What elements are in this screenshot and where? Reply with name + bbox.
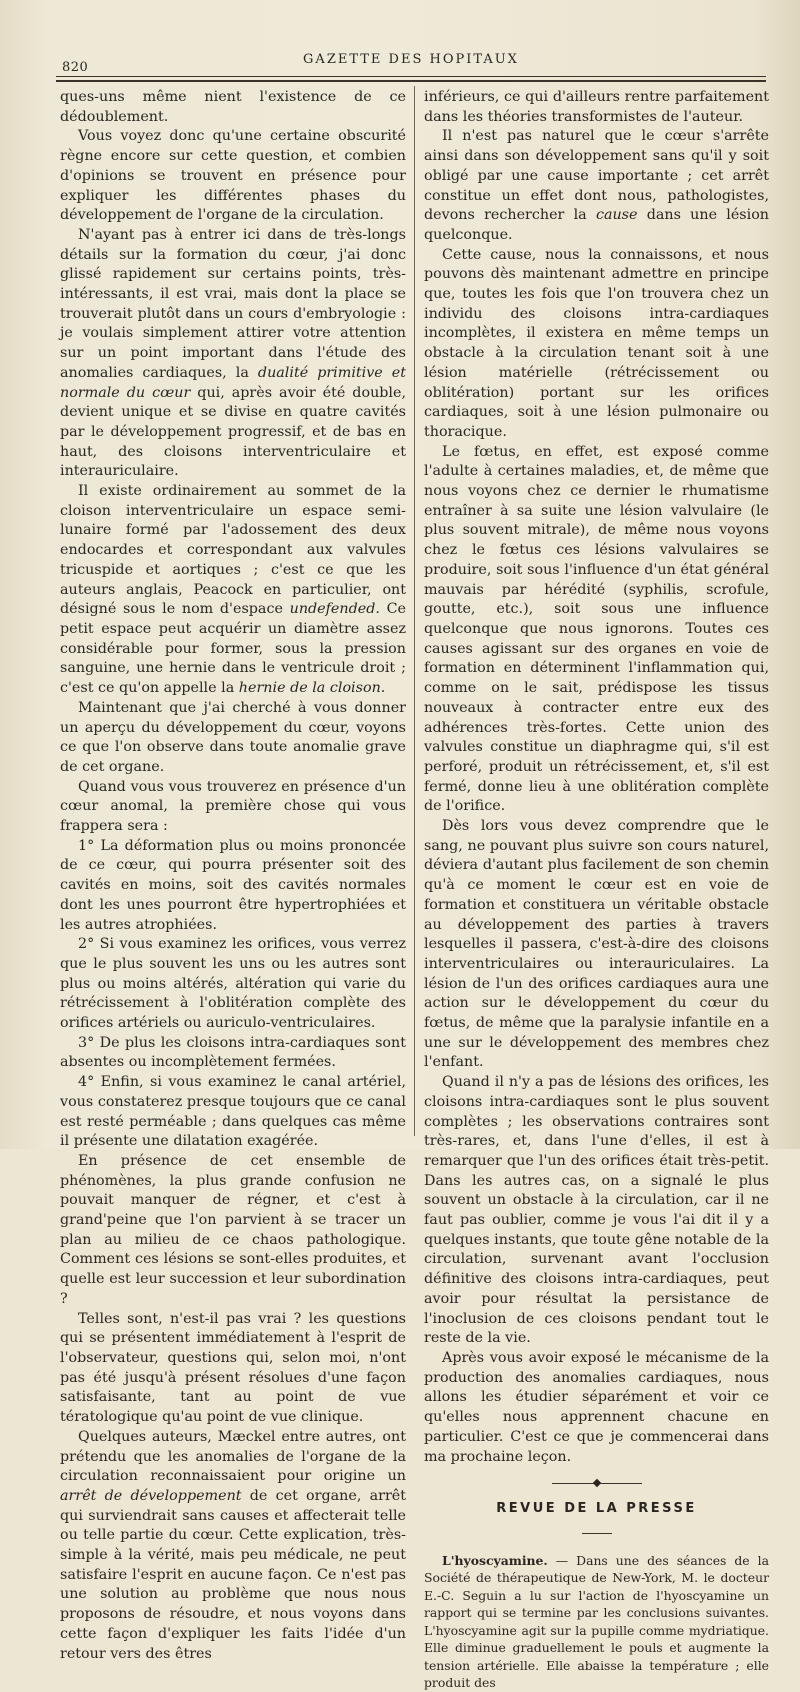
header-rule-thin bbox=[56, 76, 766, 77]
left-column bbox=[60, 88, 406, 1664]
ornamental-separator bbox=[552, 1481, 642, 1487]
text-run: de cet organe, arrêt qui surviendrait sans causes et affecterait telle ou telle partie du cœur. Cette explication, très-simple à la vérité, mais peu médicale, ne peut satisfaire l'esprit en aucune façon. Ce n'est pas une solution au problème que nous nous proposons de résoudre, et nous voyons dans cette façon d'expliquer les faits l'idée d'un retour vers des êtres bbox=[60, 1487, 406, 1662]
text-run: dans une lésion quelconque. bbox=[424, 207, 770, 243]
paragraph: En présence de cet ensemble de phénomènes, la plus grande confusion ne pouvait manquer de régner, et c'est à grand'peine que l'on parvient à se tracer un plan au milieu de ce chaos pathologique. Comment ces lésions se sont-elles produites, et quelle est leur succession et leur subordination ? bbox=[60, 1152, 406, 1307]
paragraph: Maintenant que j'ai cherché à vous donner un aperçu du développement du cœur, voyons ce que l'on observe dans toute anomalie grave de cet organe. bbox=[60, 699, 406, 775]
column-separator bbox=[414, 86, 415, 1136]
paragraph: Telles sont, n'est-il pas vrai ? les questions qui se présentent immédiatement à l'esprit de l'observateur, questions qui, selon moi, n'ont pas été jusqu'à présent résolues d'une façon satisfaisante, tant au point de vue tératologique qu'au point de vue clinique. bbox=[60, 1310, 406, 1426]
page-number: 820 bbox=[62, 60, 89, 75]
paragraph: inférieurs, ce qui d'ailleurs rentre parfaitement dans les théories transformistes de l'auteur. bbox=[424, 89, 769, 125]
section-title: REVUE DE LA PRESSE bbox=[496, 1501, 697, 1517]
paragraph: Le fœtus, en effet, est exposé comme l'adulte à certaines maladies, et, de même que nous voyons chez ce dernier le rhumatisme entraîner à sa suite une lésion valvulaire (le plus souvent mitrale), de même nous voyons chez le fœtus ces lésions valvulaires se produire, soit sous l'influence d'un état général mauvais par hérédité (syphilis, scrofule, goutte, etc.), soit sous une influence quelconque que nous ignorons. Toutes ces causes agissant sur des organes en voie de formation en déterminent l'inflammation qui, comme on le sait, prédispose les tissus nouveaux à contracter entre eux des adhérences très-fortes. Cette union des valvules constitue un diaphragme qui, s'il est perforé, produit un rétrécissement, et, s'il est fermé, donne lieu à une oblitération complète de l'orifice. bbox=[424, 443, 769, 815]
italic-term: arrêt de développement bbox=[60, 1487, 242, 1504]
paragraph: Quand il n'y a pas de lésions des orifices, les cloisons intra-cardiaques sont le plus souvent complètes ; les observations contraires sont très-rares, et, dans l'une d'elles, il est à remarquer que l'un des orifices était très-petit. Dans les autres cas, on a signalé le plus souvent un obstacle à la circulation, car il ne faut pas oublier, comme je vous l'ai dit il y a quelques instants, que toute gêne notable de la circulation, survenant avant l'occlusion définitive des cloisons intra-cardiaques, peut avoir pour résultat la persistance de l'inoclusion de ces cloisons pendant tout le reste de la vie. bbox=[424, 1074, 769, 1347]
header-rule-thick bbox=[56, 80, 766, 82]
italic-term: hernie de la cloison. bbox=[238, 680, 386, 697]
list-paragraph: 4° Enfin, si vous examinez le canal artériel, vous constaterez presque toujours que ce canal est resté perméable ; dans quelques cas même il présente une dilatation exagérée. bbox=[60, 1074, 406, 1150]
paragraph bbox=[424, 127, 769, 245]
paragraph: Vous voyez donc qu'une certaine obscurité règne encore sur cette question, et combien d'opinions se trouvent en présence pour expliquer les différentes phases du développement de l'organe de la circulation. bbox=[60, 128, 406, 224]
journal-title: GAZETTE DES HOPITAUX bbox=[303, 52, 519, 67]
diamond-ornament-icon bbox=[592, 1479, 600, 1487]
text-run: Quelques auteurs, Mæckel entre autres, ont prétendu que les anomalies de l'organe de la circulation reconnaissaient pour origine un bbox=[60, 1428, 406, 1485]
text-run: N'ayant pas à entrer ici dans de très-longs détails sur la formation du cœur, j'ai donc glissé rapidement sur certains points, très-intéressants, il est vrai, mais dont la place se trouverait plutôt dans un cours d'embryologie : je voulais simplement attirer votre attention sur un point important dans l'étude des anomalies cardiaques, la bbox=[60, 226, 406, 381]
paragraph bbox=[60, 1428, 406, 1664]
page-header bbox=[56, 44, 766, 74]
press-item-title: L'hyoscyamine. bbox=[442, 1552, 548, 1568]
text-run: Il existe ordinairement au sommet de la cloison interventriculaire un espace semi-lunaire formé par l'adossement des deux endocardes et correspondant aux valvules tricuspide et aortiques ; c'est ce que les auteurs anglais, Peacock en particulier, ont désigné sous le nom d'espace bbox=[60, 483, 406, 618]
paragraph: ques-uns même nient l'existence de ce dédoublement. bbox=[60, 89, 406, 125]
right-column bbox=[424, 88, 769, 1692]
paragraph bbox=[60, 482, 406, 699]
press-item bbox=[424, 1552, 769, 1692]
italic-term: cause bbox=[595, 207, 638, 224]
press-item-text: — Dans une des séances de la Société de thérapeutique de New-York, M. le docteur E.-C. Seguin a lu sur l'action de l'hyoscyamine un rapport qui se termine par les conclusions suivantes. L'hyoscyamine agit sur la pupille comme mydriatique. Elle diminue graduellement le pouls et augmente la tension artérielle. Elle abaisse la température ; elle produit des bbox=[424, 1552, 769, 1691]
italic-term: undefended. bbox=[289, 601, 380, 618]
paragraph: Quand vous vous trouverez en présence d'un cœur anomal, la première chose qui vous frappera sera : bbox=[60, 778, 406, 835]
paragraph: Cette cause, nous la connaissons, et nous pouvons dès maintenant admettre en principe que, toutes les fois que l'on trouvera chez un individu des cloisons intra-cardiaques incomplètes, il existera en même temps un obstacle à la circulation tenant soit à une lésion matérielle (rétrécissement ou oblitération) portant sur les orifices cardiaques, soit à une lésion pulmonaire ou thoracique. bbox=[424, 246, 769, 440]
text-run: Ce petit espace peut acquérir un diamètre assez considérable pour former, sous la pression sanguine, une hernie dans le ventricule droit ; c'est ce qu'on appelle la bbox=[60, 601, 406, 697]
list-paragraph: 2° Si vous examinez les orifices, vous verrez que le plus souvent les uns ou les autres sont plus ou moins altérés, altération qui varie du rétrécissement à l'oblitération complète des orifices artériels ou auriculo-ventriculaires. bbox=[60, 936, 406, 1032]
list-paragraph: 1° La déformation plus ou moins prononcée de ce cœur, qui pourra présenter soit des cavités en moins, soit des cavités normales dont les unes pourront être hypertrophiées et les autres atrophiées. bbox=[60, 837, 406, 933]
paragraph bbox=[60, 226, 406, 482]
paragraph: Après vous avoir exposé le mécanisme de la production des anomalies cardiaques, nous allons les étudier séparément et voir ce qu'elles nous apprennent chacune en particulier. C'est ce que je commencerai dans ma prochaine leçon. bbox=[424, 1350, 769, 1465]
italic-term: dualité primitive et normale du cœur bbox=[60, 364, 406, 401]
paragraph: Dès lors vous devez comprendre que le sang, ne pouvant plus suivre son cours naturel, déviera d'autant plus facilement de son chemin qu'à ce moment le cœur est en voie de formation et constituera un véritable obstacle au développement des parties à travers lesquelles il passera, c'est-à-dire des cloisons interventriculaires ou interauriculaires. La lésion de l'un des orifices cardiaques aura une action sur le développement du cœur du fœtus, de même que la paralysie infantile en a une sur le développement des membres chez l'enfant. bbox=[424, 818, 769, 1071]
list-paragraph: 3° De plus les cloisons intra-cardiaques sont absentes ou incomplètement fermées. bbox=[60, 1034, 406, 1071]
section-rule bbox=[582, 1533, 612, 1534]
text-run: Il n'est pas naturel que le cœur s'arrête ainsi dans son développement sans qu'il y soit obligé par une cause importante ; cet arrêt constitue un effet dont nous, pathologistes, devons rechercher la bbox=[424, 128, 769, 224]
text-run: qui, après avoir été double, devient unique et se divise en quatre cavités par le développement progressif, et de bas en haut, des cloisons interventriculaire et interauriculaire. bbox=[60, 384, 407, 480]
